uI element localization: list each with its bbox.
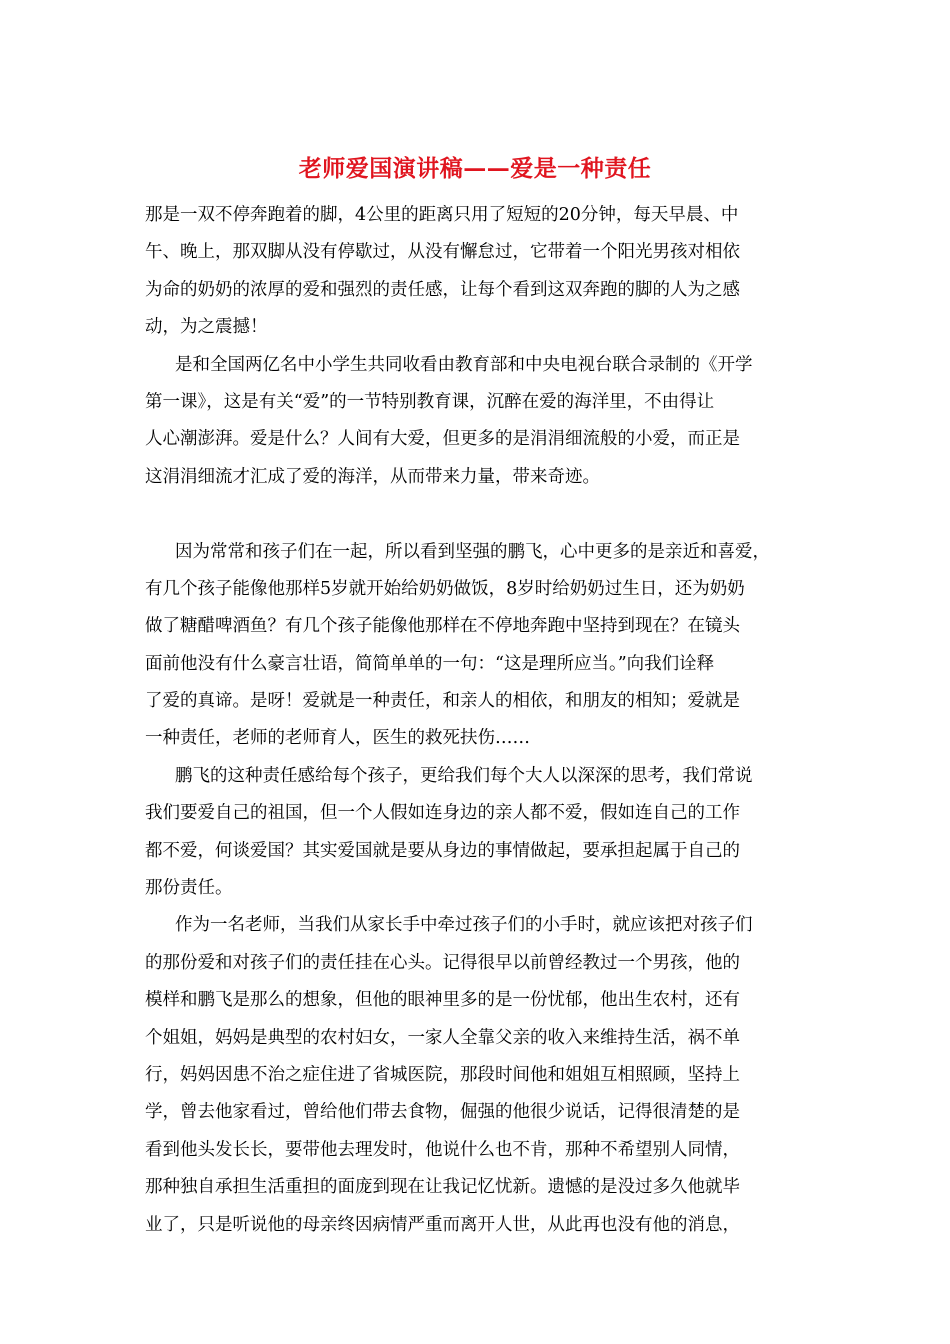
text-line: 模样和鹏飞是那么的想象，但他的眼神里多的是一份忧郁，他出生农村，还有 — [145, 990, 740, 1011]
text-line: 都不爱，何谈爱国？其实爱国就是要从身边的事情做起，要承担起属于自己的 — [145, 840, 740, 861]
document-body — [145, 197, 815, 1244]
text-line: 的那份爱和对孩子们的责任挂在心头。记得很早以前曾经教过一个男孩，他的 — [145, 952, 740, 973]
text-line: 这涓涓细流才汇成了爱的海洋，从而带来力量，带来奇迹。 — [145, 466, 600, 487]
text-line: 为命的奶奶的浓厚的爱和强烈的责任感，让每个看到这双奔跑的脚的人为之感 — [145, 279, 740, 300]
text-line: 那种独自承担生活重担的面庞到现在让我记忆忧新。遗憾的是没过多久他就毕 — [145, 1177, 740, 1198]
text-line: 业了，只是听说他的母亲终因病情严重而离开人世，从此再也没有他的消息， — [145, 1214, 740, 1235]
text-line: 午、晚上，那双脚从没有停歇过，从没有懈怠过，它带着一个阳光男孩对相依 — [145, 242, 740, 263]
text-line: 做了糖醋啤酒鱼？有几个孩子能像他那样在不停地奔跑中坚持到现在？在镜头 — [145, 616, 740, 637]
text-line: 个姐姐，妈妈是典型的农村妇女，一家人全靠父亲的收入来维持生活，祸不单 — [145, 1027, 740, 1048]
text-line: 那是一双不停奔跑着的脚，4公里的距离只用了短短的20分钟，每天早晨、中 — [145, 205, 739, 225]
text-line: 因为常常和孩子们在一起，所以看到坚强的鹏飞，心中更多的是亲近和喜爱， — [175, 541, 770, 562]
blank-line — [145, 496, 815, 533]
document-title: 老师爱国演讲稿——爱是一种责任 — [298, 155, 652, 182]
text-line: 是和全国两亿名中小学生共同收看由教育部和中央电视台联合录制的《开学 — [175, 354, 753, 375]
text-line: 了爱的真谛。是呀！爱就是一种责任，和亲人的相依，和朋友的相知；爱就是 — [145, 691, 740, 712]
text-line: 面前他没有什么豪言壮语，简简单单的一句：“这是理所应当。”向我们诠释 — [145, 653, 715, 674]
text-line: 有几个孩子能像他那样5岁就开始给奶奶做饭，8岁时给奶奶过生日，还为奶奶 — [145, 578, 745, 599]
text-line: 我们要爱自己的祖国，但一个人假如连身边的亲人都不爱，假如连自己的工作 — [145, 803, 740, 824]
text-line: 作为一名老师，当我们从家长手中牵过孩子们的小手时，就应该把对孩子们 — [175, 915, 753, 936]
text-line: 行，妈妈因患不治之症住进了省城医院，那段时间他和姐姐互相照顾，坚持上 — [145, 1064, 740, 1085]
text-line: 动，为之震撼！ — [145, 317, 268, 338]
text-line: 第一课》，这是有关“爱”的一节特别教育课，沉醉在爱的海洋里，不由得让 — [145, 391, 715, 412]
text-line: 鹏飞的这种责任感给每个孩子，更给我们每个大人以深深的思考，我们常说 — [175, 765, 753, 786]
text-line: 那份责任。 — [145, 878, 233, 899]
text-line: 一种责任，老师的老师育人，医生的救死扶伤…… — [145, 728, 530, 749]
text-line: 看到他头发长长，要带他去理发时，他说什么也不肯，那种不希望别人同情， — [145, 1139, 740, 1160]
text-line: 人心潮澎湃。爱是什么？人间有大爱，但更多的是涓涓细流般的小爱，而正是 — [145, 429, 740, 450]
text-line: 学，曾去他家看过，曾给他们带去食物，倔强的他很少说话，记得很清楚的是 — [145, 1102, 740, 1123]
